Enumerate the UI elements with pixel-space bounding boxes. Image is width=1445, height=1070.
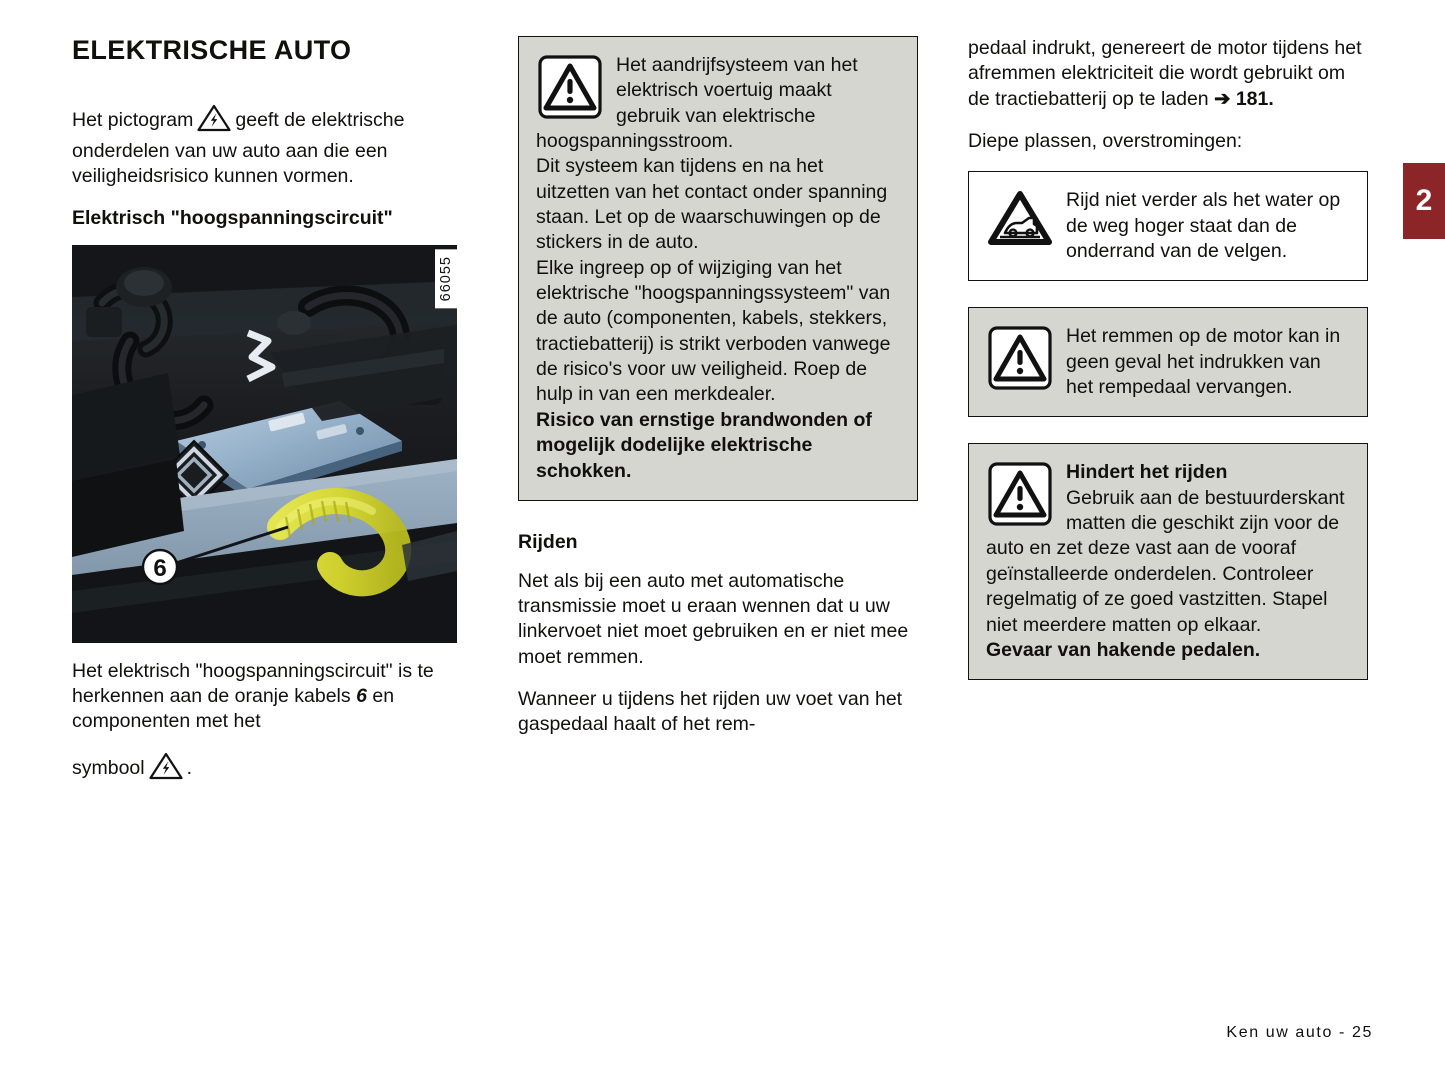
figure-code-label: 66055 [435, 249, 457, 308]
engine-bay-illustration [72, 245, 457, 643]
engine-bay-photo [72, 245, 457, 643]
section-heading-rijden: Rijden [518, 530, 578, 553]
warning-triangle-icon [988, 326, 1052, 397]
warning-triangle-icon [988, 462, 1052, 533]
warning-paragraph-3: Elke ingreep op of wijziging van het elektrische "hoogspanningssysteem" van de auto (componenten, kabels, stekkers, tractiebatterij) is strikt verboden vanwege de risico's voor uw veiligheid. Roep de hulp in van een merkdealer. [536, 256, 891, 406]
warning-paragraph-2: Dit systeem kan tijdens en na het uitzetten van het contact onder spanning staan. Let op de waarschuwingen op de stickers in de auto. [536, 155, 888, 254]
figure-caption-symbol-line [72, 752, 457, 787]
warning-box-engine-braking [968, 307, 1368, 417]
warning-paragraph-1: Het aandrijfsysteem van het elektrisch voertuig maakt gebruik van elektrische hoogspanningsstroom. [536, 54, 858, 153]
section-heading-hoogspanningscircuit: Elektrisch "hoogspanningscircuit" [72, 206, 393, 229]
page-reference-link[interactable]: ➔ 181. [1214, 87, 1274, 110]
caption-period: . [186, 756, 193, 779]
high-voltage-hazard-icon [197, 104, 231, 139]
caption-symbol-word: symbool [72, 756, 145, 779]
floor-mats-heading: Hindert het rijden [1066, 461, 1228, 484]
svg-text:6: 6 [153, 554, 167, 582]
warning-paragraph-4-bold: Risico van ernstige brandwonden of mogelijk dodelijke elektrische schokken. [536, 408, 872, 482]
caption-bold-reference: 6 [356, 684, 367, 707]
page-footer: Ken uw auto - 25 [1226, 1024, 1373, 1041]
car-in-water-triangle-icon [988, 190, 1052, 255]
floor-mats-closing-bold: Gevaar van hakende pedalen. [986, 638, 1261, 661]
figure-caption [72, 659, 457, 735]
left-column [72, 36, 457, 787]
warning-box-floor-mats [968, 443, 1368, 680]
intro-paragraph [72, 104, 457, 190]
chapter-tab-marker [1403, 163, 1445, 239]
deep-water-text: Rijd niet verder als het water op de weg hoger staat dan de onderrand van de velgen. [1066, 189, 1341, 263]
page-title: ELEKTRISCHE AUTO [72, 35, 352, 65]
chapter-number: 2 [1415, 184, 1433, 217]
continued-text: pedaal indrukt, genereert de motor tijdens het afremmen elektriciteit die wordt gebruikt om de tractiebatterij op te laden [968, 37, 1362, 110]
lead-in-text: Diepe plassen, overstromingen: [968, 130, 1243, 153]
warning-box-drive-system [518, 36, 918, 501]
continued-paragraph [968, 36, 1368, 112]
intro-text-after-icon: geeft de elektrische onderdelen van uw auto aan die een veiligheidsrisico kunnen vormen. [72, 108, 405, 188]
caption-text-2: en componenten met het [72, 684, 395, 733]
intro-text-before-icon: Het pictogram [72, 108, 194, 131]
caption-text-1: Het elektrisch "hoogspanningscircuit" is te herkennen aan de oranje kabels [72, 659, 434, 707]
rijden-paragraph-1: Net als bij een auto met automatische transmissie moet u eraan wennen dat u uw linkervoet niet moet gebruiken en er niet mee moet remmen. [518, 569, 909, 668]
engine-braking-text: Het remmen op de motor kan in geen geval het indrukken van het rempedaal vervangen. [1066, 325, 1341, 399]
right-column [968, 36, 1368, 706]
high-voltage-hazard-icon [149, 752, 183, 787]
middle-column [518, 36, 918, 738]
warning-box-deep-water [968, 171, 1368, 281]
warning-triangle-icon [538, 55, 602, 126]
rijden-paragraph-2: Wanneer u tijdens het rijden uw voet van het gaspedaal haalt of het rem- [518, 688, 903, 736]
figure-callout-6 [143, 550, 177, 584]
floor-mats-text: Gebruik aan de bestuurderskant matten die geschikt zijn voor de auto en zet deze vast aan de vooraf geïnstalleerde onderdelen. Controleer regelmatig of ze goed vastzitten. Stapel niet meerdere matten op elkaar. [986, 486, 1345, 636]
